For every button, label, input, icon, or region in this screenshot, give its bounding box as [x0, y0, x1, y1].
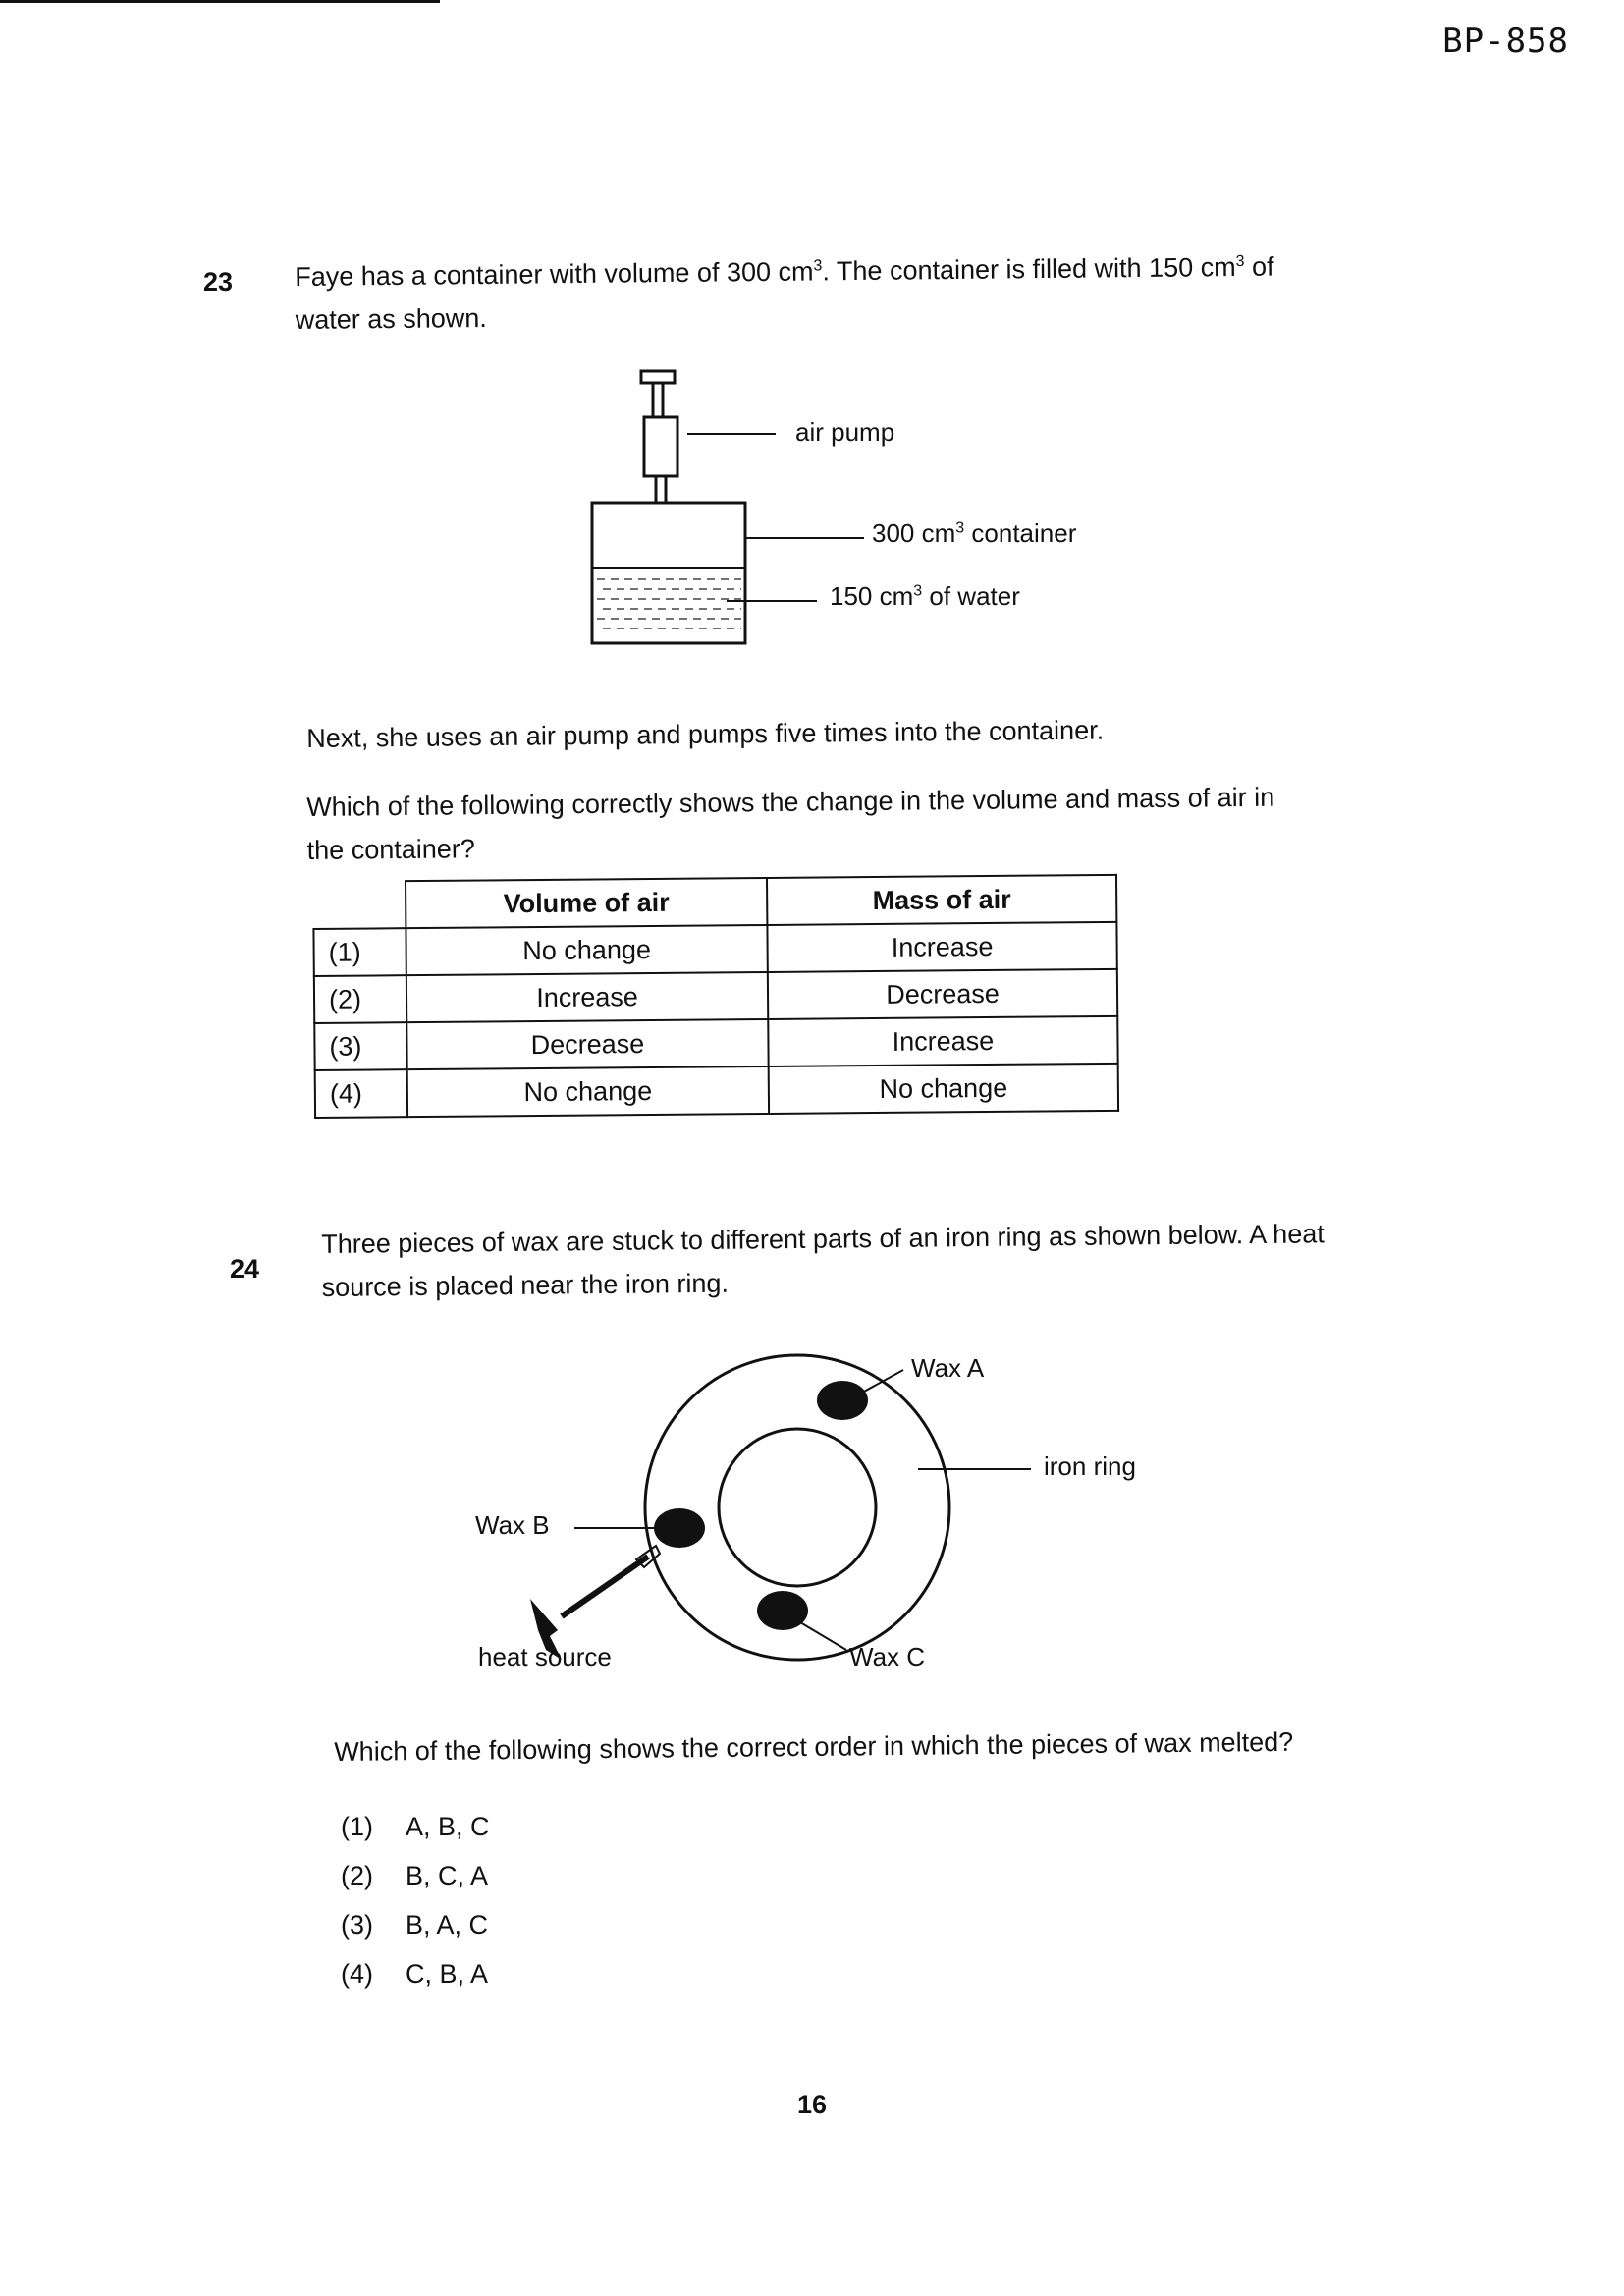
wax-c — [757, 1591, 808, 1630]
question-24-question: Which of the following shows the correct order in which the pieces of wax melted? — [334, 1726, 1294, 1767]
question-23-stem-line1: Faye has a container with volume of 300 $cm^3$. The container is filled with 150 $cm^3$ of — [295, 251, 1274, 292]
label-wax-a: Wax A — [911, 1353, 985, 1383]
table-volume: No change — [407, 1066, 769, 1117]
wax-a — [817, 1381, 868, 1420]
question-23-question-line2: the container? — [306, 834, 475, 865]
question-23-number: 23 — [203, 267, 234, 297]
label-heat-source: heat source — [478, 1642, 612, 1671]
paper-code: BP-858 — [1442, 22, 1569, 61]
list-item: (2) B, C, A — [341, 1861, 489, 1890]
list-item: (4) C, B, A — [341, 1959, 489, 1989]
page-number: 16 — [796, 2090, 828, 2119]
table-volume: Decrease — [406, 1019, 768, 1069]
iron-ring-inner — [719, 1429, 876, 1586]
label-air-pump: air pump — [795, 417, 895, 447]
label-wax-c: Wax C — [849, 1642, 926, 1671]
list-item: (1) A, B, C — [341, 1812, 490, 1841]
table-volume: No change — [406, 925, 767, 975]
table-mass: Increase — [768, 1016, 1117, 1066]
table-mass: Increase — [767, 922, 1116, 972]
table-mass: No change — [769, 1064, 1118, 1114]
label-container: 300 $cm^3$ container — [872, 519, 1077, 548]
list-item: (3) B, A, C — [341, 1910, 489, 1940]
table-option: (4) — [315, 1069, 407, 1118]
question-24-stem-line2: source is placed near the iron ring. — [321, 1268, 730, 1302]
question-24-options — [341, 1802, 490, 1998]
question-24-stem-line1: Three pieces of wax are stuck to different parts of an iron ring as shown below. A heat — [321, 1219, 1325, 1259]
table-option: (3) — [314, 1022, 406, 1070]
question-23-question-line1: Which of the following correctly shows the change in the volume and mass of air in — [306, 782, 1275, 822]
leader-wax-c — [800, 1622, 846, 1650]
label-wax-b: Wax B — [475, 1510, 550, 1540]
table-mass: Decrease — [768, 969, 1117, 1019]
question-23-stem-line2: water as shown. — [295, 302, 487, 335]
table-volume: Increase — [406, 972, 768, 1022]
table-option: (2) — [314, 975, 406, 1023]
wax-b — [654, 1508, 705, 1548]
table-option: (1) — [313, 928, 406, 976]
label-water: 150 $cm^3$ of water — [830, 581, 1020, 611]
table-header-volume: Volume of air — [406, 878, 767, 928]
table-header-mass: Mass of air — [767, 875, 1116, 925]
label-iron-ring: iron ring — [1044, 1451, 1136, 1481]
question-24-number: 24 — [230, 1254, 260, 1284]
question-23-next: Next, she uses an air pump and pumps five times into the container. — [306, 715, 1105, 753]
